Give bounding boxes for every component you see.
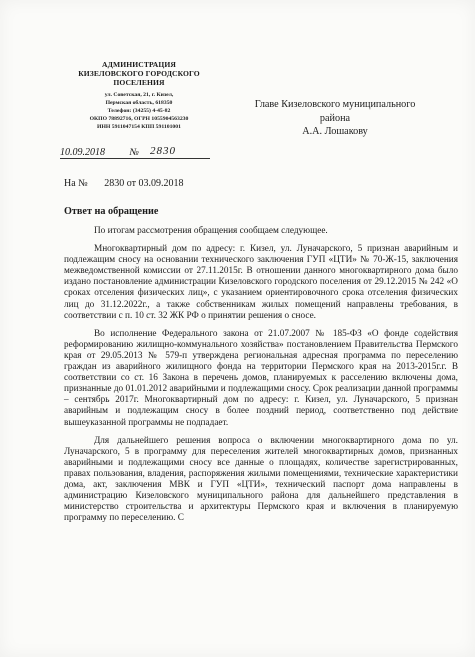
sender-org-line3: ПОСЕЛЕНИЯ bbox=[113, 78, 165, 87]
sender-block bbox=[64, 60, 214, 131]
addressee-block bbox=[246, 98, 424, 139]
sender-okpo: ОКПО 78892716, ОГРН 1055904563230 bbox=[89, 116, 189, 123]
sender-region: Пермская область, 618350 bbox=[105, 100, 173, 107]
incoming-prefix: На № bbox=[64, 178, 88, 189]
sender-org-line2: КИЗЕЛОВСКОГО ГОРОДСКОГО bbox=[78, 69, 200, 78]
sender-phone: Телефон: (34255) 4-45-82 bbox=[107, 108, 171, 115]
handwritten-number: 2830 bbox=[150, 145, 176, 157]
addressee-line1: Главе Кизеловского муниципального bbox=[254, 99, 416, 110]
letter-body bbox=[64, 226, 458, 524]
outgoing-date: 10.09.2018 bbox=[60, 147, 105, 158]
outgoing-number-mark: № bbox=[129, 147, 139, 158]
addressee-line2: района bbox=[319, 112, 351, 124]
body-paragraph-1: По итогам рассмотрения обращения сообщаем следующее. bbox=[94, 226, 328, 236]
sender-details bbox=[64, 91, 214, 131]
body-paragraph-2: Многоквартирный дом по адресу: г. Кизел, ул. Луначарского, 5 признан аварийным и подлежащим сносу на основании технического заключения ГУП «ЦТИ» № 70-Ж-15, заключения межведомственной комиссии от 27.11.2015г. В отношении данного многоквартирного дома было издано постановление администрации Кизеловского городского поселения от 29.12.2015 № 242 «О сроках отселения физических лиц», с указанием ориентировочного срока отселения физических лиц до 31.12.2022г., а также собственникам жилых помещений направлены требования, в соответствии с п. 10 ст. 32 ЖК РФ о принятии решения о сносе. bbox=[64, 244, 458, 321]
incoming-reference-line bbox=[64, 178, 183, 189]
body-paragraph-4: Для дальнейшего решения вопроса о включении многоквартирного дома по ул. Луначарского, 5 в программу для переселения жителей многоквартирных домов, признанных аварийными и подлежащими сносу все данные о площадях, количестве зарегистрированных, правах пользования, владения, распоряжения жилыми помещениями, технические характеристики дома, акт, заключения МВК и ГУП «ЦТИ», технический паспорт дома направлены в администрацию Кизеловского муниципального района для дальнейшего представления в министерство строительства и архитектуры Пермского края и включения в планируемую программу по переселению. С bbox=[64, 435, 458, 524]
addressee-line3: А.А. Лошакову bbox=[302, 126, 368, 137]
sender-org-line1: АДМИНИСТРАЦИЯ bbox=[102, 60, 176, 69]
sender-inn: ИНН 5911047154 КПП 591101001 bbox=[97, 124, 181, 131]
incoming-reference: 2830 от 03.09.2018 bbox=[104, 178, 184, 189]
body-paragraph-3: Во исполнение Федерального закона от 21.07.2007 № 185-ФЗ «О фонде содействия реформированию жилищно-коммунального хозяйства» постановлением Правительства Пермского края от 29.05.2013 № 579-п утверждена региональная адресная программа по переселению граждан из аварийного жилищного фонда на территории Пермского края на 2013-2015г.г. В соответствии со ст. 16 Закона в перечень домов, планируемых к расселению включены дома, признанные до 01.01.2012 аварийными и подлежащими сносу. Срок реализации данной программы – сентябрь 2017г. Многоквартирный дом по адресу: г. Кизел, ул. Луначарского, 5 признан аварийным и подлежащим сносу в более поздний период, соответственно под действие вышеуказанной программы не подпадает. bbox=[64, 328, 458, 428]
outgoing-date-line bbox=[60, 145, 176, 158]
date-underline bbox=[60, 158, 210, 159]
sender-address: ул. Советская, 21, г. Кизел, bbox=[104, 92, 174, 98]
letter-subject: Ответ на обращение bbox=[64, 206, 159, 217]
